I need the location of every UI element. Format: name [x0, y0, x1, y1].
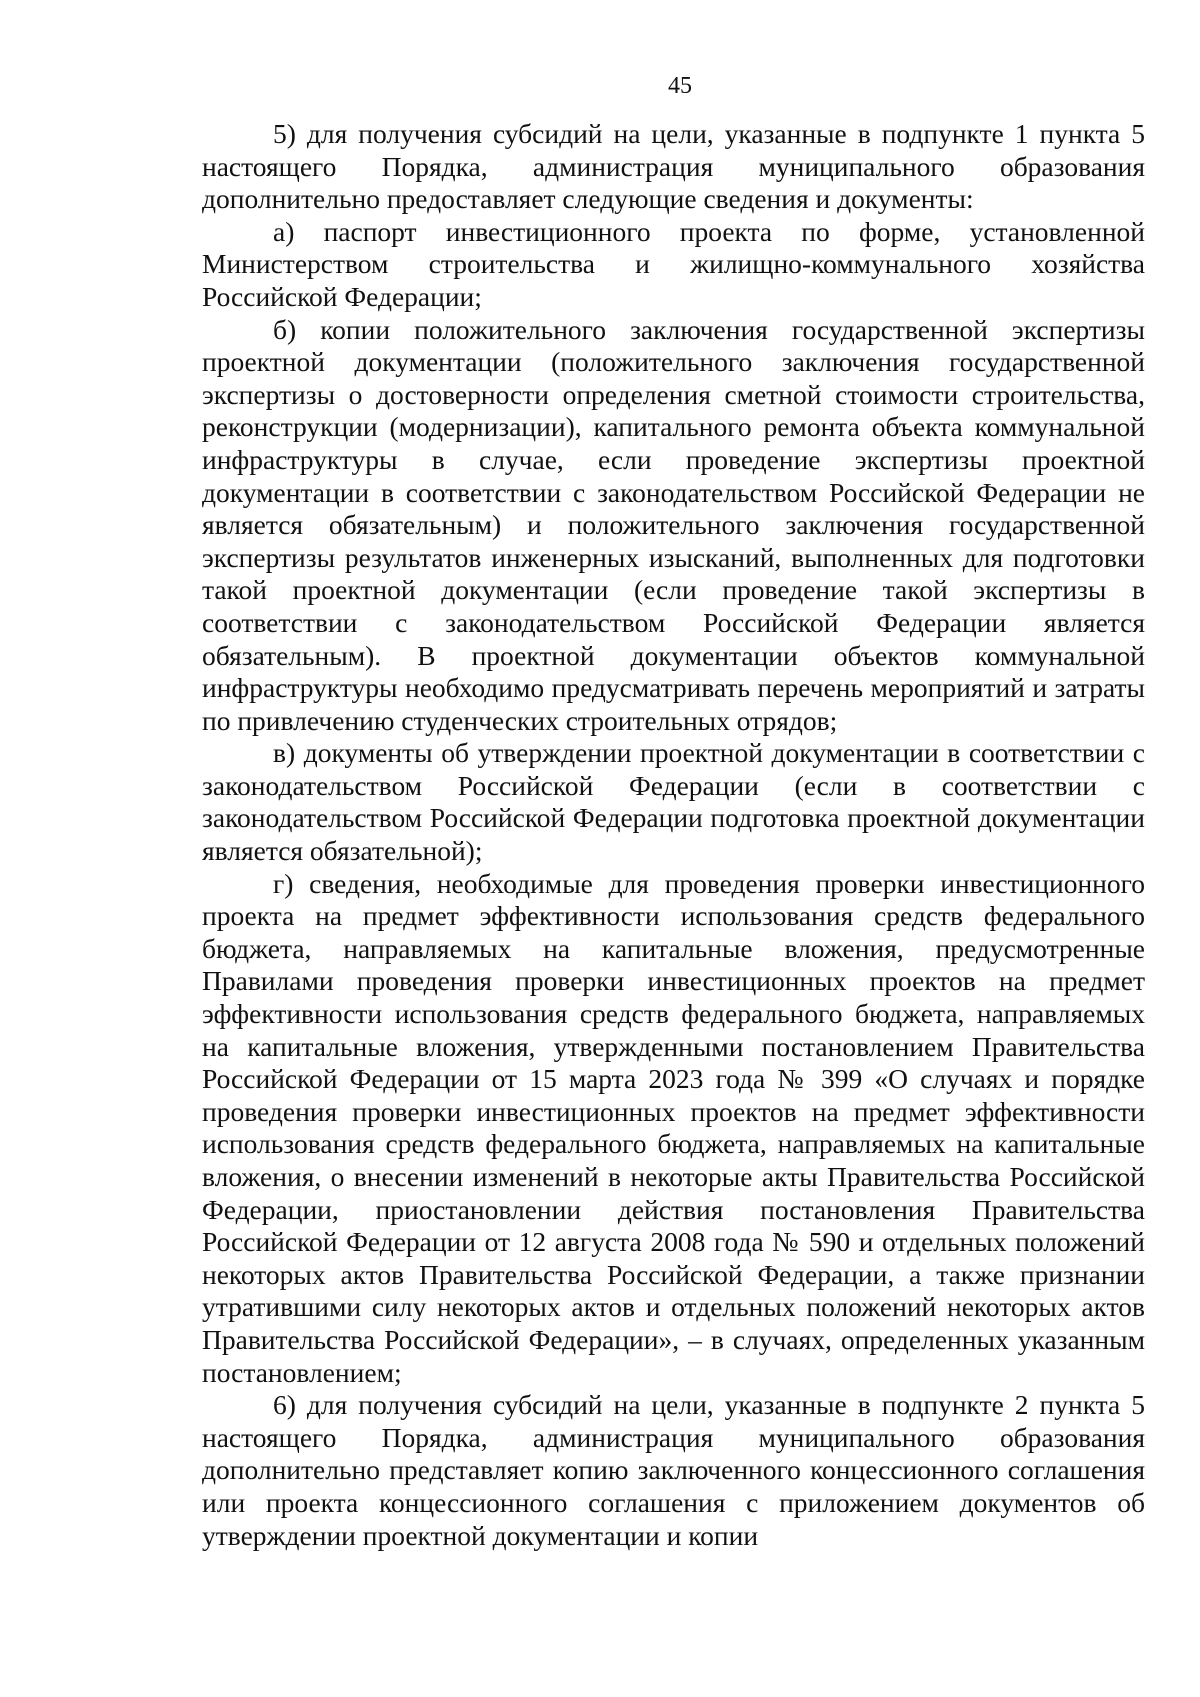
paragraph-subitem-b: б) копии положительного заключения государственной экспертизы проектной документации (положительного заключения государственной экспертизы о достоверности определения сметной стоимости строительства, реконструкции (модернизации), капитального ремонта объекта коммунальной инфраструктуры в случае, если проведение экспертизы проектной документации в соответствии с законодательством Российской Федерации не является обязательным) и положительного заключения государственной экспертизы результатов инженерных изысканий, выполненных для подготовки такой проектной документации (если проведение такой экспертизы в соответствии с законодательством Российской Федерации является обязательным). В проектной документации объектов коммунальной инфраструктуры необходимо предусматривать перечень мероприятий и затраты по привлечению студенческих строительных отрядов;: [202, 313, 1145, 736]
paragraph-subitem-g: г) сведения, необходимые для проведения проверки инвестиционного проекта на предмет эффективности использования средств федерального бюджета, направляемых на капитальные вложения, предусмотренные Правилами проведения проверки инвестиционных проектов на предмет эффективности использования средств федерального бюджета, направляемых на капитальные вложения, утвержденными постановлением Правительства Российской Федерации от 15 марта 2023 года № 399 «О случаях и порядке проведения проверки инвестиционных проектов на предмет эффективности использования средств федерального бюджета, направляемых на капитальные вложения, о внесении изменений в некоторые акты Правительства Российской Федерации, приостановлении действия постановления Правительства Российской Федерации от 12 августа 2008 года № 590 и отдельных положений некоторых актов Правительства Российской Федерации, а также признании утратившими силу некоторых актов и отдельных положений некоторых актов Правительства Российской Федерации», – в случаях, определенных указанным постановлением;: [202, 867, 1145, 1388]
paragraph-item-5: 5) для получения субсидий на цели, указанные в подпункте 1 пункта 5 настоящего Порядка, администрация муниципального образования дополнительно предоставляет следующие сведения и документы:: [202, 118, 1145, 215]
paragraph-subitem-v: в) документы об утверждении проектной документации в соответствии с законодательством Российской Федерации (если в соответствии с законодательством Российской Федерации подготовка проектной документации является обязательной);: [202, 737, 1145, 867]
page-number: 45: [668, 73, 692, 99]
document-body: [202, 118, 1145, 1552]
paragraph-item-6: 6) для получения субсидий на цели, указанные в подпункте 2 пункта 5 настоящего Порядка, администрация муниципального образования дополнительно представляет копию заключенного концессионного соглашения или проекта концессионного соглашения с приложением документов об утверждении проектной документации и копии: [202, 1389, 1145, 1551]
paragraph-subitem-a: а) паспорт инвестиционного проекта по форме, установленной Министерством строительства и жилищно-коммунального хозяйства Российской Федерации;: [202, 215, 1145, 312]
